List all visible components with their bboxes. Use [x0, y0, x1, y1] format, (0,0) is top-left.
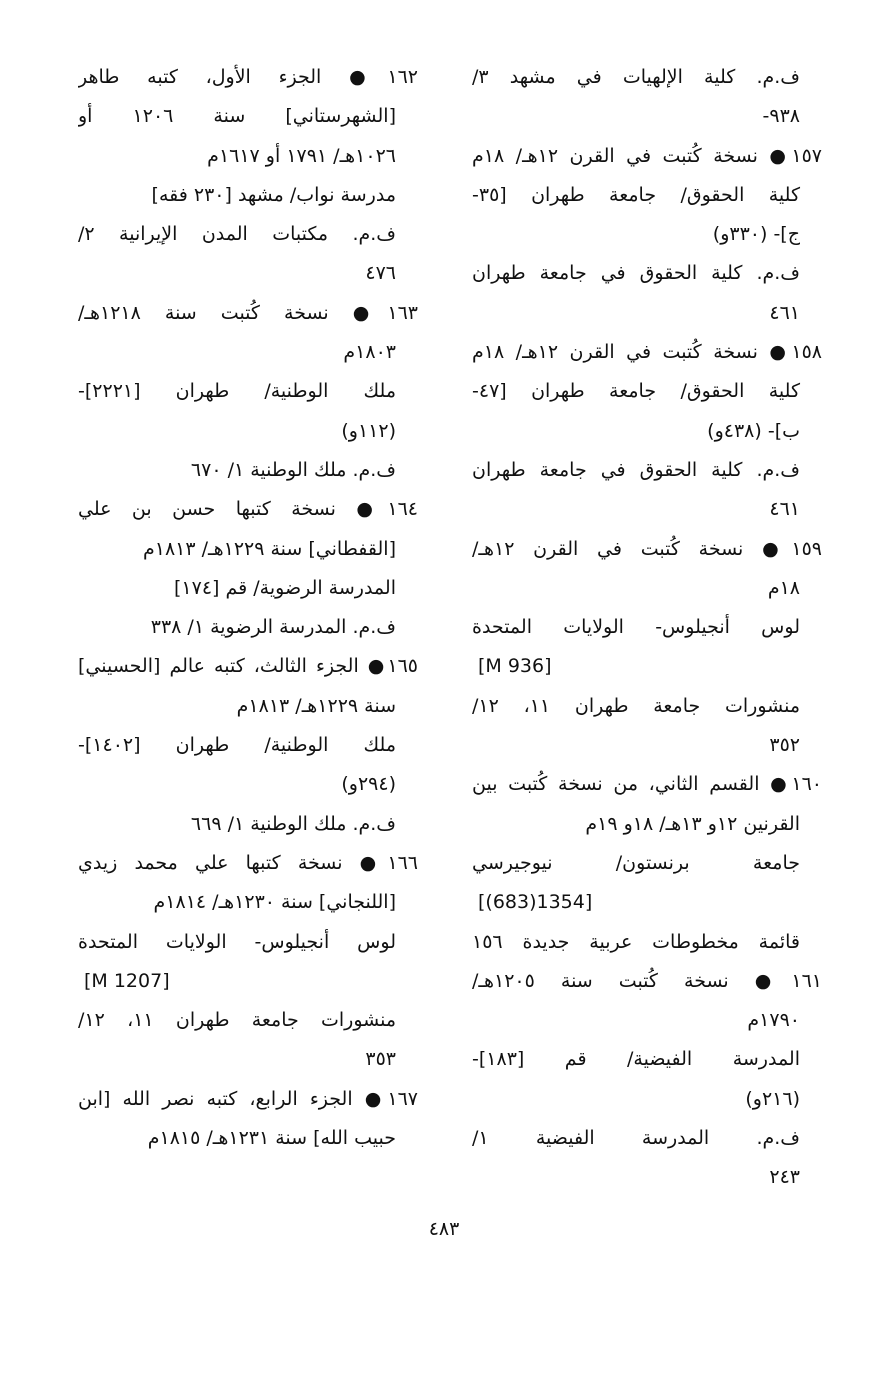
text-line: ف.م. كلية الحقوق في جامعة طهران [472, 262, 800, 285]
text-line: ف.م. كلية الحقوق في جامعة طهران [472, 458, 800, 481]
text-line: ١٥٨● نسخة كُتبت في القرن ١٢هـ/ ١٨م [472, 341, 822, 364]
text-line: سنة ١٢٢٩هـ/ ١٨١٣م [236, 694, 396, 717]
text-line: ٤٧٦ [365, 262, 396, 285]
text-line: ملك الوطنية/ طهران [١٤٠٢]- [78, 734, 396, 757]
text-line: [(683)1354] [478, 891, 593, 914]
text-line: ١٦٣● نسخة كُتبت سنة ١٢١٨هـ/ [78, 301, 418, 324]
text-line: ب]- (٤٣٨و) [707, 419, 800, 442]
text-line: ٣٥٣ [365, 1048, 396, 1071]
text-line: ١٦٧● الجزء الرابع، كتبه نصر الله [ابن [78, 1087, 418, 1110]
text-line: ف.م. ملك الوطنية ١/ ٦٦٩ [190, 812, 396, 835]
text-line: ١٦٠● القسم الثاني، من نسخة كُتبت بين [472, 773, 822, 796]
text-line: ١٧٩٠م [747, 1009, 800, 1032]
text-line: ف.م. المدرسة الرضوية ١/ ٣٣٨ [150, 616, 396, 639]
text-line: (٢٩٤و) [341, 773, 396, 796]
text-line: منشورات جامعة طهران ١١، ١٢/ [78, 1009, 397, 1032]
text-line: مدرسة نواب/ مشهد [٢٣٠ فقه] [151, 183, 396, 206]
text-line: لوس أنجيلوس- الولايات المتحدة [78, 930, 396, 953]
text-line: ف.م. ملك الوطنية ١/ ٦٧٠ [190, 458, 396, 481]
text-line: [القفطاني] سنة ١٢٢٩هـ/ ١٨١٣م [143, 537, 396, 560]
text-line: ف.م. مكتبات المدن الإيرانية ٢/ [78, 223, 396, 246]
text-line: ج]- (٣٣٠و) [712, 223, 800, 246]
text-line: ١٥٧● نسخة كُتبت في القرن ١٢هـ/ ١٨م [472, 144, 822, 167]
text-line: ٢٤٣ [769, 1166, 800, 1189]
text-line: جامعة برنستون/ نيوجيرسي [472, 851, 800, 874]
right-column [472, 58, 822, 1198]
text-line: كلية الحقوق/ جامعة طهران [٤٧- [472, 380, 800, 403]
text-line: حبيب الله] سنة ١٢٣١هـ/ ١٨١٥م [147, 1127, 396, 1150]
text-line: ملك الوطنية/ طهران [٢٢٢١]- [78, 380, 396, 403]
text-line: كلية الحقوق/ جامعة طهران [٣٥- [472, 183, 800, 206]
text-line: (١١٢و) [341, 419, 396, 442]
text-line: ١٥٩● نسخة كُتبت في القرن ١٢هـ/ [472, 537, 822, 560]
text-line: ٩٣٨- [762, 105, 800, 128]
text-line: [اللنجاني] سنة ١٢٣٠هـ/ ١٨١٤م [153, 891, 396, 914]
text-line: القرنين ١٢و ١٣هـ/ ١٨و ١٩م [585, 812, 800, 835]
page-number: ٤٨٣ [428, 1218, 460, 1240]
text-line: ٤٦١ [769, 498, 800, 521]
text-line: [M 1207] [84, 969, 170, 992]
text-line: لوس أنجيلوس- الولايات المتحدة [472, 616, 800, 639]
text-line: ف.م. المدرسة الفيضية ١/ [472, 1127, 800, 1150]
text-line: قائمة مخطوطات عربية جديدة ١٥٦ [472, 930, 800, 953]
text-line: ١٦١● نسخة كُتبت سنة ١٢٠٥هـ/ [472, 969, 822, 992]
text-line: ٤٦١ [769, 301, 800, 324]
text-line: ١٦٤● نسخة كتبها حسن بن علي [78, 498, 418, 521]
text-line: ١٨٠٣م [343, 341, 396, 364]
text-line: ف.م. كلية الإلهيات في مشهد ٣/ [472, 66, 800, 88]
text-line: منشورات جامعة طهران ١١، ١٢/ [472, 694, 801, 717]
text-line: ١٦٥● الجزء الثالث، كتبه عالم [الحسيني] [78, 655, 418, 678]
text-line: (٢١٦و) [745, 1087, 800, 1110]
text-line: [M 936] [478, 655, 552, 678]
text-line: ٣٥٢ [769, 734, 800, 757]
text-line: ١٨م [767, 576, 800, 599]
text-line: ١٦٦● نسخة كتبها علي محمد زيدي [78, 851, 418, 874]
text-line: [الشهرستاني] سنة ١٢٠٦ أو [78, 105, 396, 128]
left-column [78, 58, 418, 1158]
text-line: ١٠٢٦هـ/ ١٧٩١ أو ١٦١٧م [207, 144, 396, 167]
text-line: المدرسة الفيضية/ قم [١٨٣]- [472, 1048, 800, 1071]
text-line: المدرسة الرضوية/ قم [١٧٤] [174, 576, 396, 599]
text-line: ١٦٢● الجزء الأول، كتبه طاهر [78, 66, 418, 88]
